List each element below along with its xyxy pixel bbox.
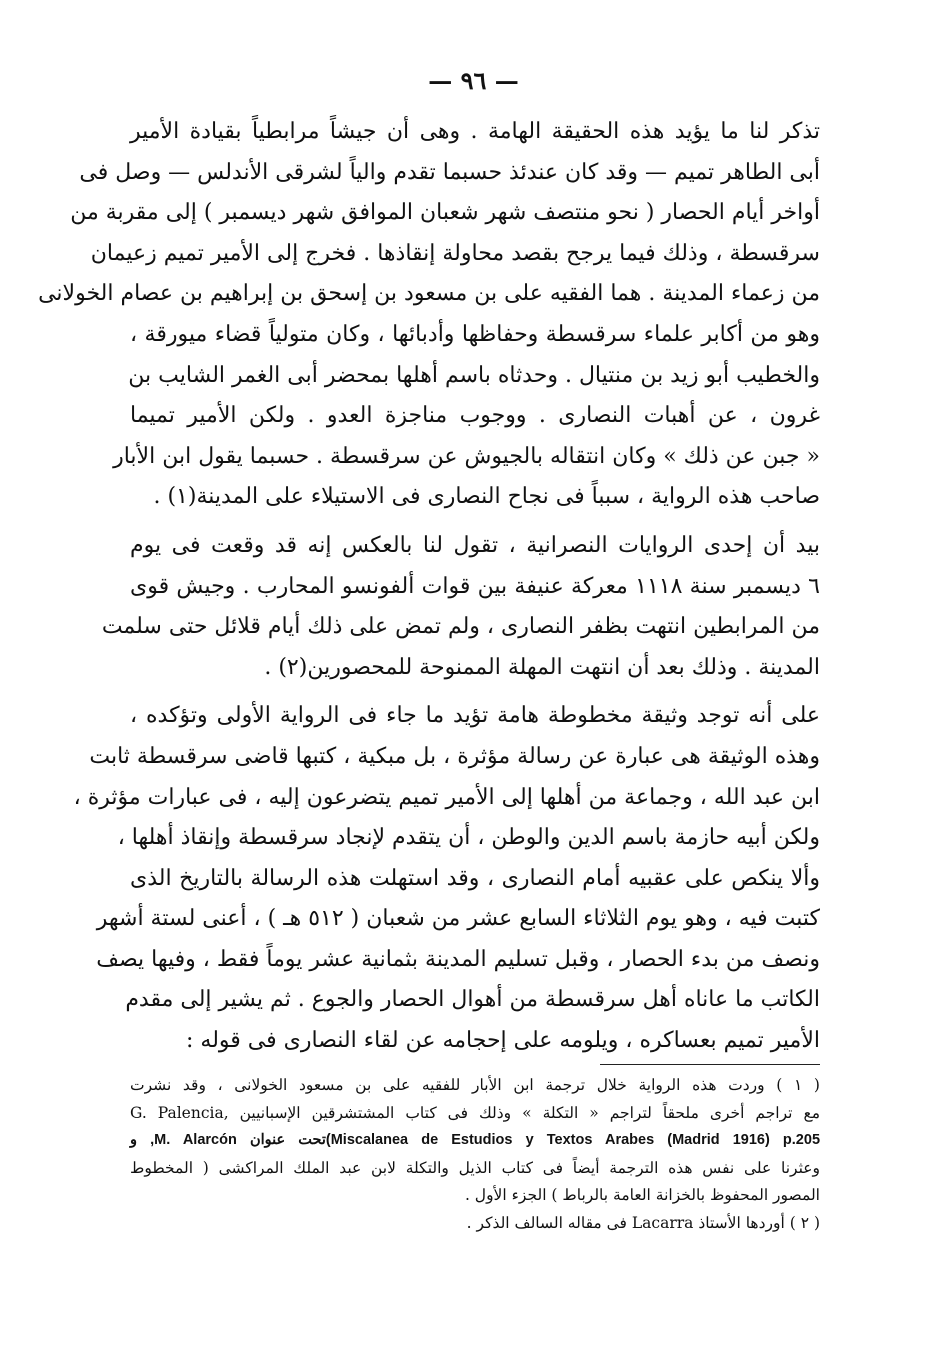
text-line: والخطيب أبو زيد بن منتيال . وحدثاه باسم أهلها بمحضر أبى الغمر الشايب بن bbox=[128, 362, 820, 388]
text-line: ولكن أبيه حازمة باسم الدين والوطن ، أن يتقدم لإنجاد سرقسطة وإنقاذ أهلها ، bbox=[117, 825, 820, 851]
footnote-line: Miscalanea de Estudios y Textos Arabes (Madrid 1916) p.205)تحت عنوان M. Alarcón, و bbox=[130, 1132, 821, 1148]
text-line: سرقسطة ، وذلك فيما يرجح بقصد محاولة إنقاذها . فخرج إلى الأمير تميم زعيمان bbox=[90, 240, 820, 266]
text-line: صاحب هذه الرواية ، سبباً فى نجاح النصارى فى الاستيلاء على المدينة(١) . bbox=[153, 484, 820, 510]
text-line: وهذه الوثيقة هى عبارة عن رسالة مؤثرة ، بل مبكية ، كتبها قاضى سرقسطة ثابت bbox=[89, 743, 820, 769]
text-line: على أنه توجد وثيقة مخطوطة هامة تؤيد ما جاء فى الرواية الأولى وتؤكده ، bbox=[130, 703, 820, 729]
text-line: أواخر أيام الحصار ( نحو منتصف شهر شعبان الموافق شهر ديسمبر ) إلى مقربة من bbox=[70, 200, 820, 226]
text-line: ونصف من بدء الحصار ، وقبل تسليم المدينة بثمانية عشر يوماً فقط ، وفيها يصف bbox=[96, 946, 820, 972]
paragraph bbox=[38, 112, 820, 518]
text-line: ٦ ديسمبر سنة ١١١٨ معركة عنيفة بين قوات ألفونسو المحارب . وجيش قوى bbox=[130, 573, 820, 599]
text-line: من زعماء المدينة . هما الفقيه على بن مسعود بن إسحق بن إبراهيم بن عصام الخولانى bbox=[38, 281, 820, 307]
text-line: من المرابطين انتهت بظفر النصارى ، ولم تمض على ذلك أيام قلائل حتى سلمت bbox=[101, 614, 820, 640]
body-text bbox=[38, 112, 820, 1062]
text-line: بيد أن إحدى الروايات النصرانية ، تقول لنا بالعكس إنه قد وقعت فى يوم bbox=[130, 532, 820, 558]
text-line: المدينة . وذلك بعد أن انتهت المهلة الممنوحة للمحصورين(٢) . bbox=[264, 654, 820, 680]
footnote-line: المصور المحفوظ بالخزانة العامة بالرباط ) الجزء الأول . bbox=[464, 1186, 820, 1204]
footnote-line: ( ٢ ) أوردها الأستاذ Lacarra فى مقاله السالف الذكر . bbox=[466, 1213, 820, 1232]
page-number: — ٩٦ — bbox=[428, 66, 519, 95]
text-line: وألا ينكص على عقبيه أمام النصارى ، وقد استهلت هذه الرسالة بالتاريخ الذى bbox=[130, 865, 820, 891]
footnotes bbox=[130, 1072, 820, 1237]
text-line: وهو من أكابر علماء سرقسطة وحفاظها وأدبائها ، وكان متولياً قضاء ميورقة ، bbox=[130, 321, 820, 347]
text-line: الأمير تميم بعساكره ، ويلومه على إحجامه عن لقاء النصارى فى قوله : bbox=[186, 1028, 820, 1054]
paragraph bbox=[101, 526, 820, 688]
footnote-line: ( ١ ) وردت هذه الرواية خلال ترجمة ابن الأبار للفقيه على بن مسعود الخولانى ، وقد نشرت bbox=[130, 1076, 820, 1094]
text-line: كتبت فيه ، وهو يوم الثلاثاء السابع عشر من شعبان ( ٥١٢ هـ ) ، أعنى لستة أشهر bbox=[96, 906, 820, 932]
text-line: أبى الطاهر تميم — وقد كان عندئذ حسبما تقدم والياً لشرقى الأندلس — وصل فى bbox=[79, 159, 820, 185]
footnote-divider bbox=[600, 1064, 820, 1065]
text-line: ابن عبد الله ، وجماعة من أهلها إلى الأمير تميم يتضرعون إليه ، فى عبارات مؤثرة ، bbox=[73, 784, 820, 810]
paragraph bbox=[73, 696, 820, 1061]
footnote-line: مع تراجم أخرى ملحقاً لتراجم « التكلة » وذلك فى كتاب المشتشرقين الإسبانيين ,G. Palencia bbox=[130, 1103, 820, 1122]
text-line: غرون ، عن أهبات النصارى . ووجوب مناجزة العدو . ولكن الأمير تميما bbox=[130, 403, 820, 429]
text-line: تذكر لنا ما يؤيد هذه الحقيقة الهامة . وهى أن جيشاً مرابطياً بقيادة الأمير bbox=[130, 119, 820, 144]
text-line: « جبن عن ذلك » وكان انتقاله بالجيوش عن سرقسطة . حسبما يقول ابن الأبار bbox=[113, 443, 820, 469]
text-line: الكاتب ما عاناه أهل سرقسطة من أهوال الحصار والجوع . ثم يشير إلى مقدم bbox=[125, 987, 820, 1013]
footnote-line: وعثرنا على نفس هذه الترجمة أيضاً فى كتاب الذيل والتكلة لابن عبد الملك المراكشى ( المخطوط bbox=[130, 1158, 820, 1177]
